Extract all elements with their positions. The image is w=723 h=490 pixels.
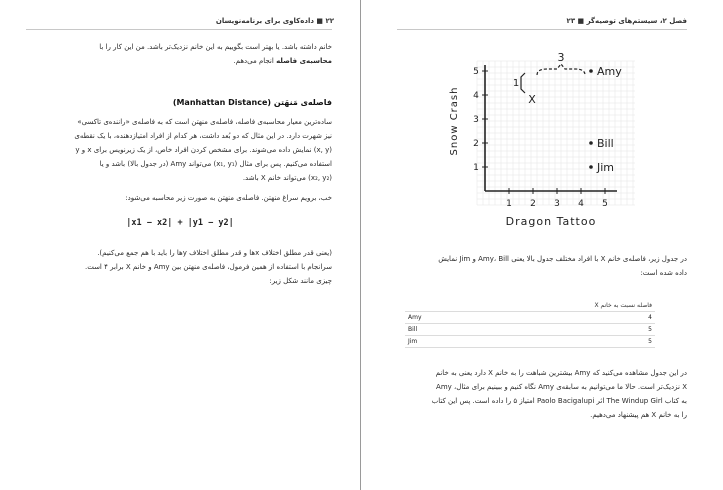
chart-ticks bbox=[473, 67, 608, 209]
chart-grid bbox=[477, 61, 635, 205]
x-tick-label: 3 bbox=[554, 199, 560, 209]
text-line: چیزی مانند شکل زیر: bbox=[269, 277, 332, 285]
y-tick-label: 3 bbox=[473, 115, 479, 125]
y-tick-label: 5 bbox=[473, 67, 479, 77]
x-axis-label: Dragon Tattoo bbox=[505, 215, 597, 228]
distance-value: 4 bbox=[544, 312, 655, 324]
chart-marks bbox=[528, 65, 622, 174]
text-line: در این جدول مشاهده می‌کنید که Amy بیشترین شباهت را به خانم X دارد یعنی به خانم bbox=[435, 369, 687, 377]
text-line: داده شده است: bbox=[640, 269, 687, 277]
left-page bbox=[0, 0, 361, 490]
y-tick-label: 2 bbox=[473, 139, 479, 149]
text-line: استفاده می‌کنیم. پس برای مثال (x₁, y₁) می‌تواند Amy (در جدول بالا) باشد و یا bbox=[99, 160, 332, 168]
horizontal-distance-label: 3 bbox=[557, 51, 565, 64]
text-line: ساده‌ترین معیار محاسبه‌ی فاصله، فاصله‌ی منهتن است که به فاصله‌ی «راننده‌ی تاکسی» bbox=[77, 118, 332, 126]
y-axis-label: Snow Crash bbox=[449, 86, 460, 156]
point-amy bbox=[589, 69, 593, 73]
point-label-bill: Bill bbox=[597, 137, 614, 150]
y-tick-label: 1 bbox=[473, 163, 479, 173]
person-name: Jim bbox=[405, 336, 544, 348]
header-rule bbox=[397, 29, 687, 30]
text-line: سرانجام با استفاده از همین فرمول، فاصله‌ی منهتن بین Amy و خانم X برابر ۴ است. bbox=[84, 263, 332, 271]
intro-text: خانم داشته باشد. یا بهتر است بگوییم به این خانم نزدیک‌تر باشد. من این کار را با bbox=[99, 43, 332, 51]
person-name: Bill bbox=[405, 324, 544, 336]
text-line: به کتاب The Windup Girl اثر Paolo Bacigalupi امتیاز ۵ را داده است. پس این کتاب bbox=[431, 397, 687, 405]
vertical-distance-bracket bbox=[521, 73, 525, 93]
text-line: (x₂, y₂) می‌تواند خانم X باشد. bbox=[242, 174, 332, 182]
text-line: X نزدیک‌تر است. حالا ما می‌توانیم به سابقه‌ی Amy نگاه کنیم و ببینیم برای مثال، Amy bbox=[436, 383, 687, 391]
point-label-amy: Amy bbox=[597, 65, 622, 78]
page-header: فصل ۲، سیستم‌های توصیه‌گر ■ ۲۳ bbox=[566, 17, 687, 25]
point-bill bbox=[589, 141, 593, 145]
x-tick-label: 1 bbox=[506, 199, 512, 209]
table-row bbox=[405, 324, 655, 336]
distance-table bbox=[405, 300, 655, 348]
table-row bbox=[405, 312, 655, 324]
person-name: Amy bbox=[405, 312, 544, 324]
vertical-distance-label: 1 bbox=[512, 78, 520, 89]
x-tick-label: 5 bbox=[602, 199, 608, 209]
table-caption bbox=[387, 252, 687, 280]
page-header: ۲۲ ■ داده‌کاوی برای برنامه‌نویسان bbox=[215, 17, 334, 25]
x-tick-label: 2 bbox=[530, 199, 536, 209]
y-tick-label: 4 bbox=[473, 91, 479, 101]
manhattan-scatter-chart bbox=[361, 40, 723, 280]
intro-bold: محاسبه‌ی فاصله bbox=[276, 57, 332, 65]
point-x-label: X bbox=[528, 93, 536, 106]
intro-rest: انجام می‌دهم. bbox=[233, 57, 274, 65]
point-jim bbox=[589, 165, 593, 169]
paragraph-2: خب، برویم سراغ منهتن. فاصله‌ی منهتن به صورت زیر محاسبه می‌شود: bbox=[125, 194, 332, 202]
manhattan-formula: |x1 − x2| + |y1 − y2| bbox=[126, 218, 234, 228]
text-line: در جدول زیر، فاصله‌ی خانم X با افراد مختلف جدول بالا یعنی Amy، Bill و Jim نمایش bbox=[438, 255, 687, 263]
section-heading: فاصله‌ی مَنهَتن (Manhattan Distance) bbox=[172, 98, 332, 107]
right-page bbox=[361, 0, 723, 490]
text-line: (یعنی قدر مطلق اختلاف xها و قدر مطلق اختلاف yها را باید با هم جمع می‌کنیم). bbox=[97, 249, 332, 257]
table-header-row bbox=[405, 300, 655, 312]
table-header: فاصله نسبت به خانم X bbox=[405, 300, 655, 312]
conclusion-paragraph bbox=[387, 366, 687, 422]
intro-paragraph bbox=[28, 40, 332, 68]
paragraph-1 bbox=[28, 115, 332, 185]
paragraph-3 bbox=[28, 246, 332, 288]
text-line: را به خانم X هم پیشنهاد می‌دهیم. bbox=[590, 411, 687, 419]
table-row bbox=[405, 336, 655, 348]
header-rule bbox=[26, 29, 332, 30]
point-label-jim: Jim bbox=[597, 161, 615, 174]
text-line: (x, y) نمایش داده می‌شوند. برای مشخص کردن افراد خاص، از یک زیرنویس برای x و y bbox=[75, 146, 332, 154]
distance-value: 5 bbox=[544, 324, 655, 336]
x-tick-label: 4 bbox=[578, 199, 584, 209]
text-line: نیز شهرت دارد. در این مثال که دو بُعد داشت، هر کدام از افراد امتیازدهنده، با یک نقطه‌ی bbox=[74, 132, 332, 140]
distance-value: 5 bbox=[544, 336, 655, 348]
